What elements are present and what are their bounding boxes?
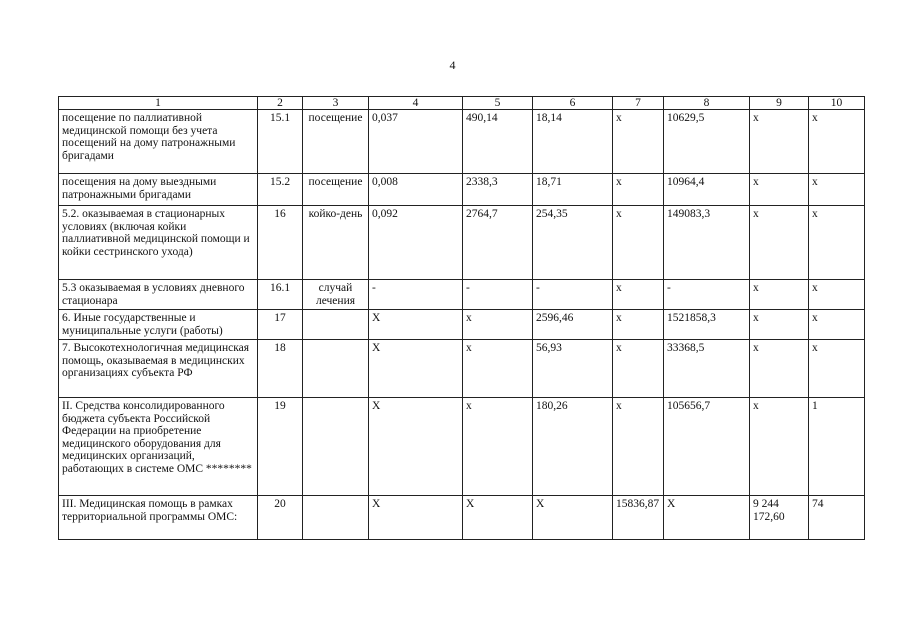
row-number: 18: [258, 340, 303, 398]
table-cell: х: [809, 206, 865, 280]
column-header: 6: [533, 97, 613, 110]
table-cell: -: [369, 280, 463, 310]
table-cell: 2764,7: [463, 206, 533, 280]
column-header: 3: [303, 97, 369, 110]
table-cell: 33368,5: [664, 340, 750, 398]
table-cell: 74: [809, 496, 865, 540]
table-cell: х: [750, 398, 809, 496]
table-cell: 9 244 172,60: [750, 496, 809, 540]
table-cell: Х: [533, 496, 613, 540]
table-cell: х: [613, 310, 664, 340]
table-cell: х: [809, 174, 865, 206]
unit-cell: посещение: [303, 174, 369, 206]
column-header: 9: [750, 97, 809, 110]
table-cell: х: [613, 340, 664, 398]
row-label: 5.2. оказываемая в стационарных условиях (включая койки паллиативной медицинской помощи и койки сестринского ухода): [59, 206, 258, 280]
table-cell: х: [750, 110, 809, 174]
table-cell: 490,14: [463, 110, 533, 174]
table-cell: х: [809, 340, 865, 398]
table-cell: х: [613, 280, 664, 310]
table-cell: 0,092: [369, 206, 463, 280]
table-cell: х: [750, 206, 809, 280]
row-label: 7. Высокотехнологичная медицинская помощь, оказываемая в медицинских организациях субъекта РФ: [59, 340, 258, 398]
unit-cell: [303, 398, 369, 496]
table-header-row: [59, 97, 865, 110]
table-cell: Х: [369, 310, 463, 340]
table-row: [59, 110, 865, 174]
table-cell: 56,93: [533, 340, 613, 398]
table-cell: х: [809, 280, 865, 310]
data-table: [58, 96, 865, 540]
table-cell: 18,71: [533, 174, 613, 206]
column-header: 4: [369, 97, 463, 110]
table-cell: Х: [369, 496, 463, 540]
table-cell: 1: [809, 398, 865, 496]
row-label: посещение по паллиативной медицинской помощи без учета посещений на дому патронажными бригадами: [59, 110, 258, 174]
row-number: 17: [258, 310, 303, 340]
table-cell: 254,35: [533, 206, 613, 280]
unit-cell: [303, 310, 369, 340]
table-cell: 1521858,3: [664, 310, 750, 340]
table-cell: Х: [664, 496, 750, 540]
row-label: 5.3 оказываемая в условиях дневного стационара: [59, 280, 258, 310]
table-cell: х: [809, 310, 865, 340]
table-cell: 105656,7: [664, 398, 750, 496]
table-cell: 18,14: [533, 110, 613, 174]
unit-cell: койко-день: [303, 206, 369, 280]
table-cell: -: [463, 280, 533, 310]
table-cell: Х: [369, 340, 463, 398]
table-cell: х: [463, 310, 533, 340]
table-cell: 0,037: [369, 110, 463, 174]
table-row: [59, 280, 865, 310]
table-cell: х: [613, 206, 664, 280]
unit-cell: [303, 496, 369, 540]
table-cell: х: [613, 398, 664, 496]
table-row: [59, 174, 865, 206]
table-cell: х: [750, 340, 809, 398]
table-row: [59, 310, 865, 340]
table-row: [59, 496, 865, 540]
table-cell: -: [664, 280, 750, 310]
table-cell: 2596,46: [533, 310, 613, 340]
table-row: [59, 398, 865, 496]
table-cell: х: [750, 310, 809, 340]
table-cell: х: [613, 174, 664, 206]
table-cell: х: [463, 398, 533, 496]
table-cell: -: [533, 280, 613, 310]
table-cell: 180,26: [533, 398, 613, 496]
unit-cell: случай лечения: [303, 280, 369, 310]
row-number: 19: [258, 398, 303, 496]
column-header: 10: [809, 97, 865, 110]
column-header: 7: [613, 97, 664, 110]
unit-cell: посещение: [303, 110, 369, 174]
row-label: II. Средства консолидированного бюджета субъекта Российской Федерации на приобретение медицинского оборудования для медицинских организаций, работающих в системе ОМС ********: [59, 398, 258, 496]
table-row: [59, 340, 865, 398]
table-cell: х: [809, 110, 865, 174]
column-header: 1: [59, 97, 258, 110]
unit-cell: [303, 340, 369, 398]
row-number: 16.1: [258, 280, 303, 310]
column-header: 2: [258, 97, 303, 110]
row-number: 16: [258, 206, 303, 280]
row-label: III. Медицинская помощь в рамках территориальной программы ОМС:: [59, 496, 258, 540]
row-label: посещения на дому выездными патронажными бригадами: [59, 174, 258, 206]
page-number: 4: [449, 58, 456, 72]
row-number: 15.2: [258, 174, 303, 206]
table-cell: Х: [369, 398, 463, 496]
table-cell: х: [750, 280, 809, 310]
table-cell: х: [463, 340, 533, 398]
table-cell: 10629,5: [664, 110, 750, 174]
table-cell: 149083,3: [664, 206, 750, 280]
table-cell: 0,008: [369, 174, 463, 206]
table-cell: Х: [463, 496, 533, 540]
row-number: 20: [258, 496, 303, 540]
column-header: 5: [463, 97, 533, 110]
row-label: 6. Иные государственные и муниципальные услуги (работы): [59, 310, 258, 340]
row-number: 15.1: [258, 110, 303, 174]
table-cell: 10964,4: [664, 174, 750, 206]
table-cell: 2338,3: [463, 174, 533, 206]
table-cell: х: [613, 110, 664, 174]
table-row: [59, 206, 865, 280]
table-cell: х: [750, 174, 809, 206]
column-header: 8: [664, 97, 750, 110]
table-cell: 15836,87: [613, 496, 664, 540]
